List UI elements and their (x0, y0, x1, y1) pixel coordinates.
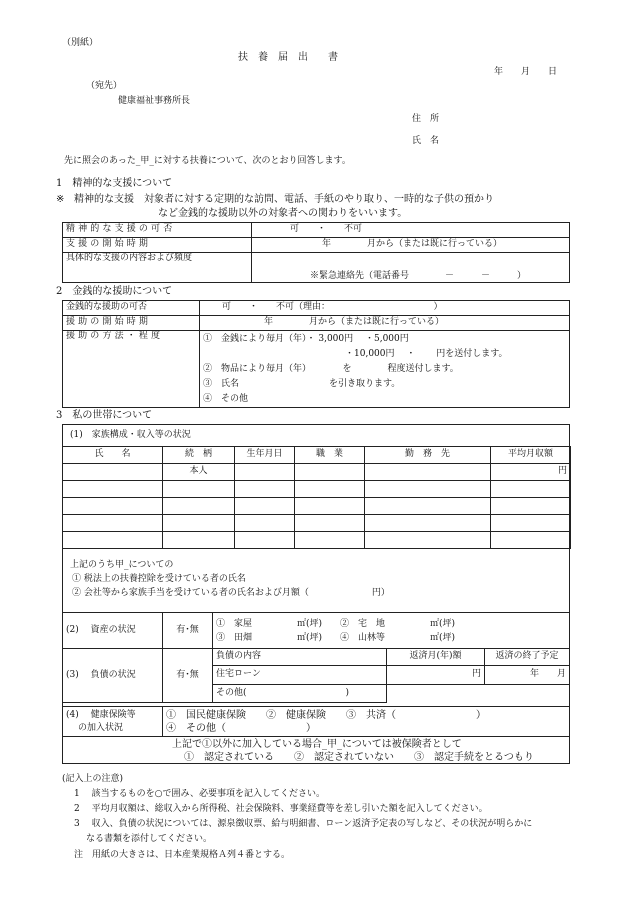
table-row (63, 498, 571, 515)
col-header: 勤 務 先 (365, 447, 491, 464)
section1-heading: 1 精神的な支援について (56, 178, 173, 189)
address-label: 住 所 (412, 114, 440, 124)
row-value: 可 ・ 不可（理由： ） (200, 301, 570, 316)
note-item: 注 用紙の大きさは、日本産業規格Ａ列４番とする。 (74, 850, 291, 860)
row-value: ※緊急連絡先（電話番号 － － ） (252, 253, 570, 283)
debt-head: 返済月(年)額 (387, 649, 485, 666)
row-value: 年 月から（または既に行っている） (252, 238, 570, 253)
ins-note: 上記で①以外に加入している場合_甲_については被保険者として (172, 739, 462, 750)
row-value: 年 月から（または既に行っている） (200, 316, 570, 331)
col-header: 生年月日 (235, 447, 295, 464)
insurance-table (62, 706, 570, 737)
debt-row1: 住宅ローン (213, 666, 387, 685)
row-label: 援助の方法・程度 (63, 331, 200, 408)
notes-heading: (記入上の注意) (62, 774, 124, 784)
note-item: 2 平均月収額は、総収入から所得税、社会保険料、事業経費等を差し引いた額を記入してください。 (74, 804, 488, 814)
relation-cell: 本人 (163, 464, 235, 481)
ins-line: ④ その他（ ） (166, 722, 316, 734)
note-a: 上記のうち甲_についての (70, 560, 174, 570)
col-header: 職 業 (295, 447, 365, 464)
atesaki-label: （宛先） (86, 81, 123, 91)
method-line: ② 物品により毎月（年） を 程度送付します。 (203, 364, 459, 374)
method-line: ・10,000円 ・ 円を送付します。 (345, 349, 508, 359)
ins-label: の加入状況 (78, 722, 124, 733)
debt-row2: その他( ) (213, 685, 387, 703)
section2-heading: 2 金銭的な援助について (56, 286, 173, 297)
row-label: 精神的な支援の可否 (63, 223, 252, 238)
row-value: 可 ・ 不可 (252, 223, 570, 238)
note-mark: ※ (56, 194, 65, 205)
section1-table (62, 222, 570, 283)
recipient: 健康福祉事務所長 (118, 96, 191, 106)
yen-cell: 円 (491, 464, 571, 481)
asset-line: ① 家屋 ㎡(坪) ② 宅 地 ㎡(坪) (216, 618, 456, 629)
row-label: 援助の開始時期 (63, 316, 200, 331)
table-row (63, 464, 571, 481)
debt-end: 年 月 (485, 666, 570, 685)
debt-label: (3) 負債の状況 (63, 649, 163, 703)
section2-table (62, 300, 570, 408)
note-line2: など金銭的な援助以外の対象者への関わりをいいます。 (158, 208, 408, 219)
note-item: 3 収入、負債の状況については、源泉徴収票、給与明細書、ローン返済予定表の写しなど、その状況が明らかに (74, 819, 533, 829)
col-header: 平均月収額 (491, 447, 571, 464)
family-table (62, 446, 571, 549)
method-cell (200, 331, 570, 408)
debt-head: 負債の内容 (213, 649, 387, 666)
col-header: 続 柄 (163, 447, 235, 464)
row-label: 具体的な支援の内容および頻度 (63, 253, 252, 283)
umu-cell: 有･無 (163, 613, 213, 649)
debt-amt: 円 (387, 666, 485, 685)
method-line: ① 金銭により毎月（年）・ 3,000円 ・5,000円 (203, 334, 409, 344)
intro-text: 先に照会のあった_甲_に対する扶養について、次のとおり回答します。 (64, 156, 351, 166)
besshi-label: （別紙） (62, 38, 99, 48)
section3-heading: 3 私の世帯について (56, 410, 153, 421)
assets-label: (2) 資産の状況 (63, 613, 163, 649)
row-label: 金銭的な援助の可否 (63, 301, 200, 316)
sub1-heading: (1) 家族構成・収入等の状況 (70, 430, 191, 440)
date-field: 年 月 日 (494, 67, 558, 77)
debt-head: 返済の終了予定 (485, 649, 570, 666)
note-b: ① 税法上の扶養控除を受けている者の氏名 (72, 574, 246, 584)
note-item: なる書類を添付してください。 (86, 834, 213, 844)
table-row (63, 481, 571, 498)
ins-line: ① 国民健康保険 ② 健康保険 ③ 共済（ ） (166, 709, 486, 721)
umu-cell: 有･無 (163, 649, 213, 703)
method-line: ③ 氏名 を引き取ります。 (203, 379, 401, 389)
col-header: 氏 名 (63, 447, 163, 464)
note-c: ② 会社等から家族手当を受けている者の氏名および月額（ 円） (72, 588, 390, 598)
note-item: 1 該当するものを○で囲み、必要事項を記入してください。 (74, 789, 325, 799)
assets-table (62, 612, 570, 649)
ins-opts: ① 認定されている ② 認定されていない ③ 認定手続をとるつもり (184, 752, 534, 763)
row-label: 支援の開始時期 (63, 238, 252, 253)
asset-line: ③ 田畑 ㎡(坪) ④ 山林等 ㎡(坪) (216, 632, 456, 643)
page-title: 扶 養 届 出 書 (238, 52, 338, 63)
table-row (63, 515, 571, 532)
note-line1: 精神的な支援 対象者に対する定期的な訪問、電話、手紙のやり取り、一時的な子供の預かり (74, 194, 494, 205)
table-row (63, 532, 571, 549)
ins-label: (4) 健康保険等 (66, 709, 136, 720)
name-label: 氏 名 (412, 136, 440, 146)
method-line: ④ その他 (203, 394, 249, 404)
debt-table (62, 648, 570, 703)
